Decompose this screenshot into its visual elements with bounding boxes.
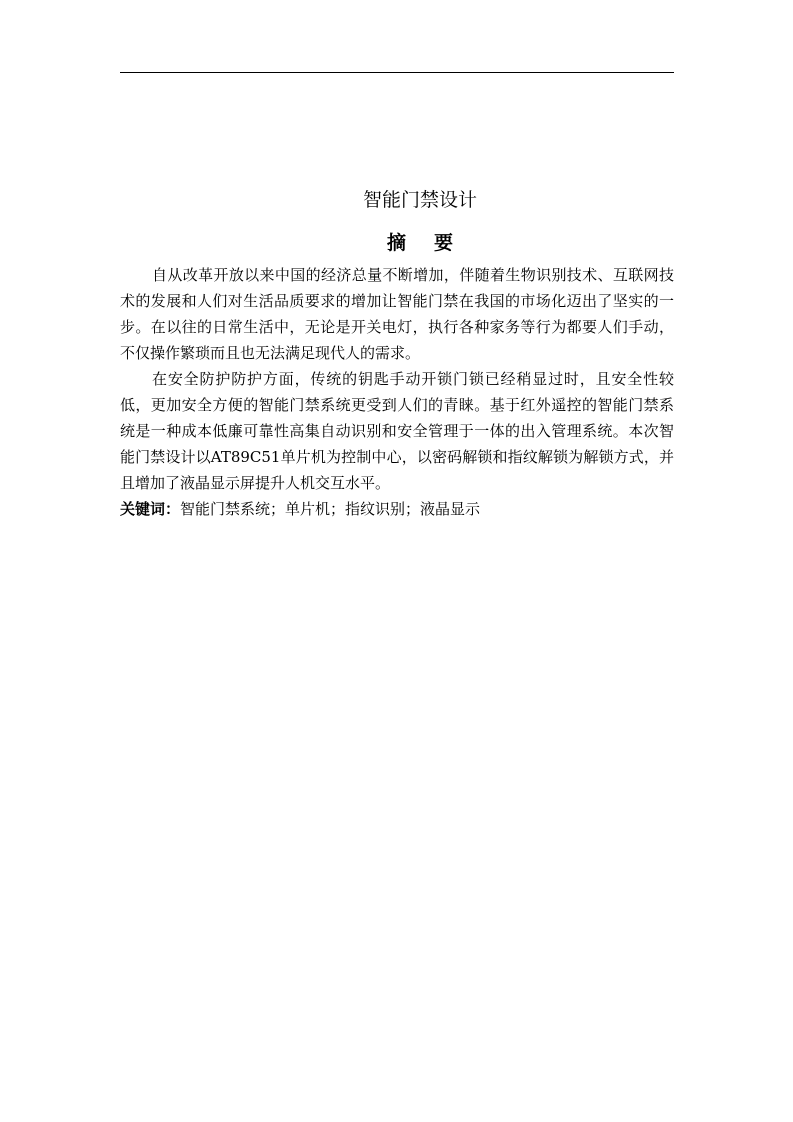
abstract-heading-left: 摘 — [386, 232, 406, 254]
abstract-body — [120, 262, 674, 522]
abstract-paragraph-2: 在安全防护防护方面，传统的钥匙手动开锁门锁已经稍显过时，且安全性较低，更加安全方便的智能门禁系统更受到人们的青睐。基于红外遥控的智能门禁系统是一种成本低廉可靠性高集自动识别和安全管理于一体的出入管理系统。本次智能门禁设计以AT89C51单片机为控制中心，以密码解锁和指纹解锁为解锁方式，并且增加了液晶显示屏提升人机交互水平。 — [120, 370, 674, 492]
abstract-heading — [120, 229, 720, 257]
keywords-line — [120, 496, 674, 522]
header-rule — [120, 72, 674, 73]
document-title: 智能门禁设计 — [362, 189, 477, 211]
keywords-label: 关键词： — [120, 500, 181, 518]
keywords-text: 智能门禁系统；单片机；指纹识别；液晶显示 — [180, 500, 481, 518]
abstract-paragraph-1: 自从改革开放以来中国的经济总量不断增加，伴随着生物识别技术、互联网技术的发展和人们对生活品质要求的增加让智能门禁在我国的市场化迈出了坚实的一步。在以往的日常生活中，无论是开关电灯，执行各种家务等行为都要人们手动，不仅操作繁琐而且也无法满足现代人的需求。 — [120, 266, 674, 362]
abstract-heading-right: 要 — [434, 232, 454, 254]
